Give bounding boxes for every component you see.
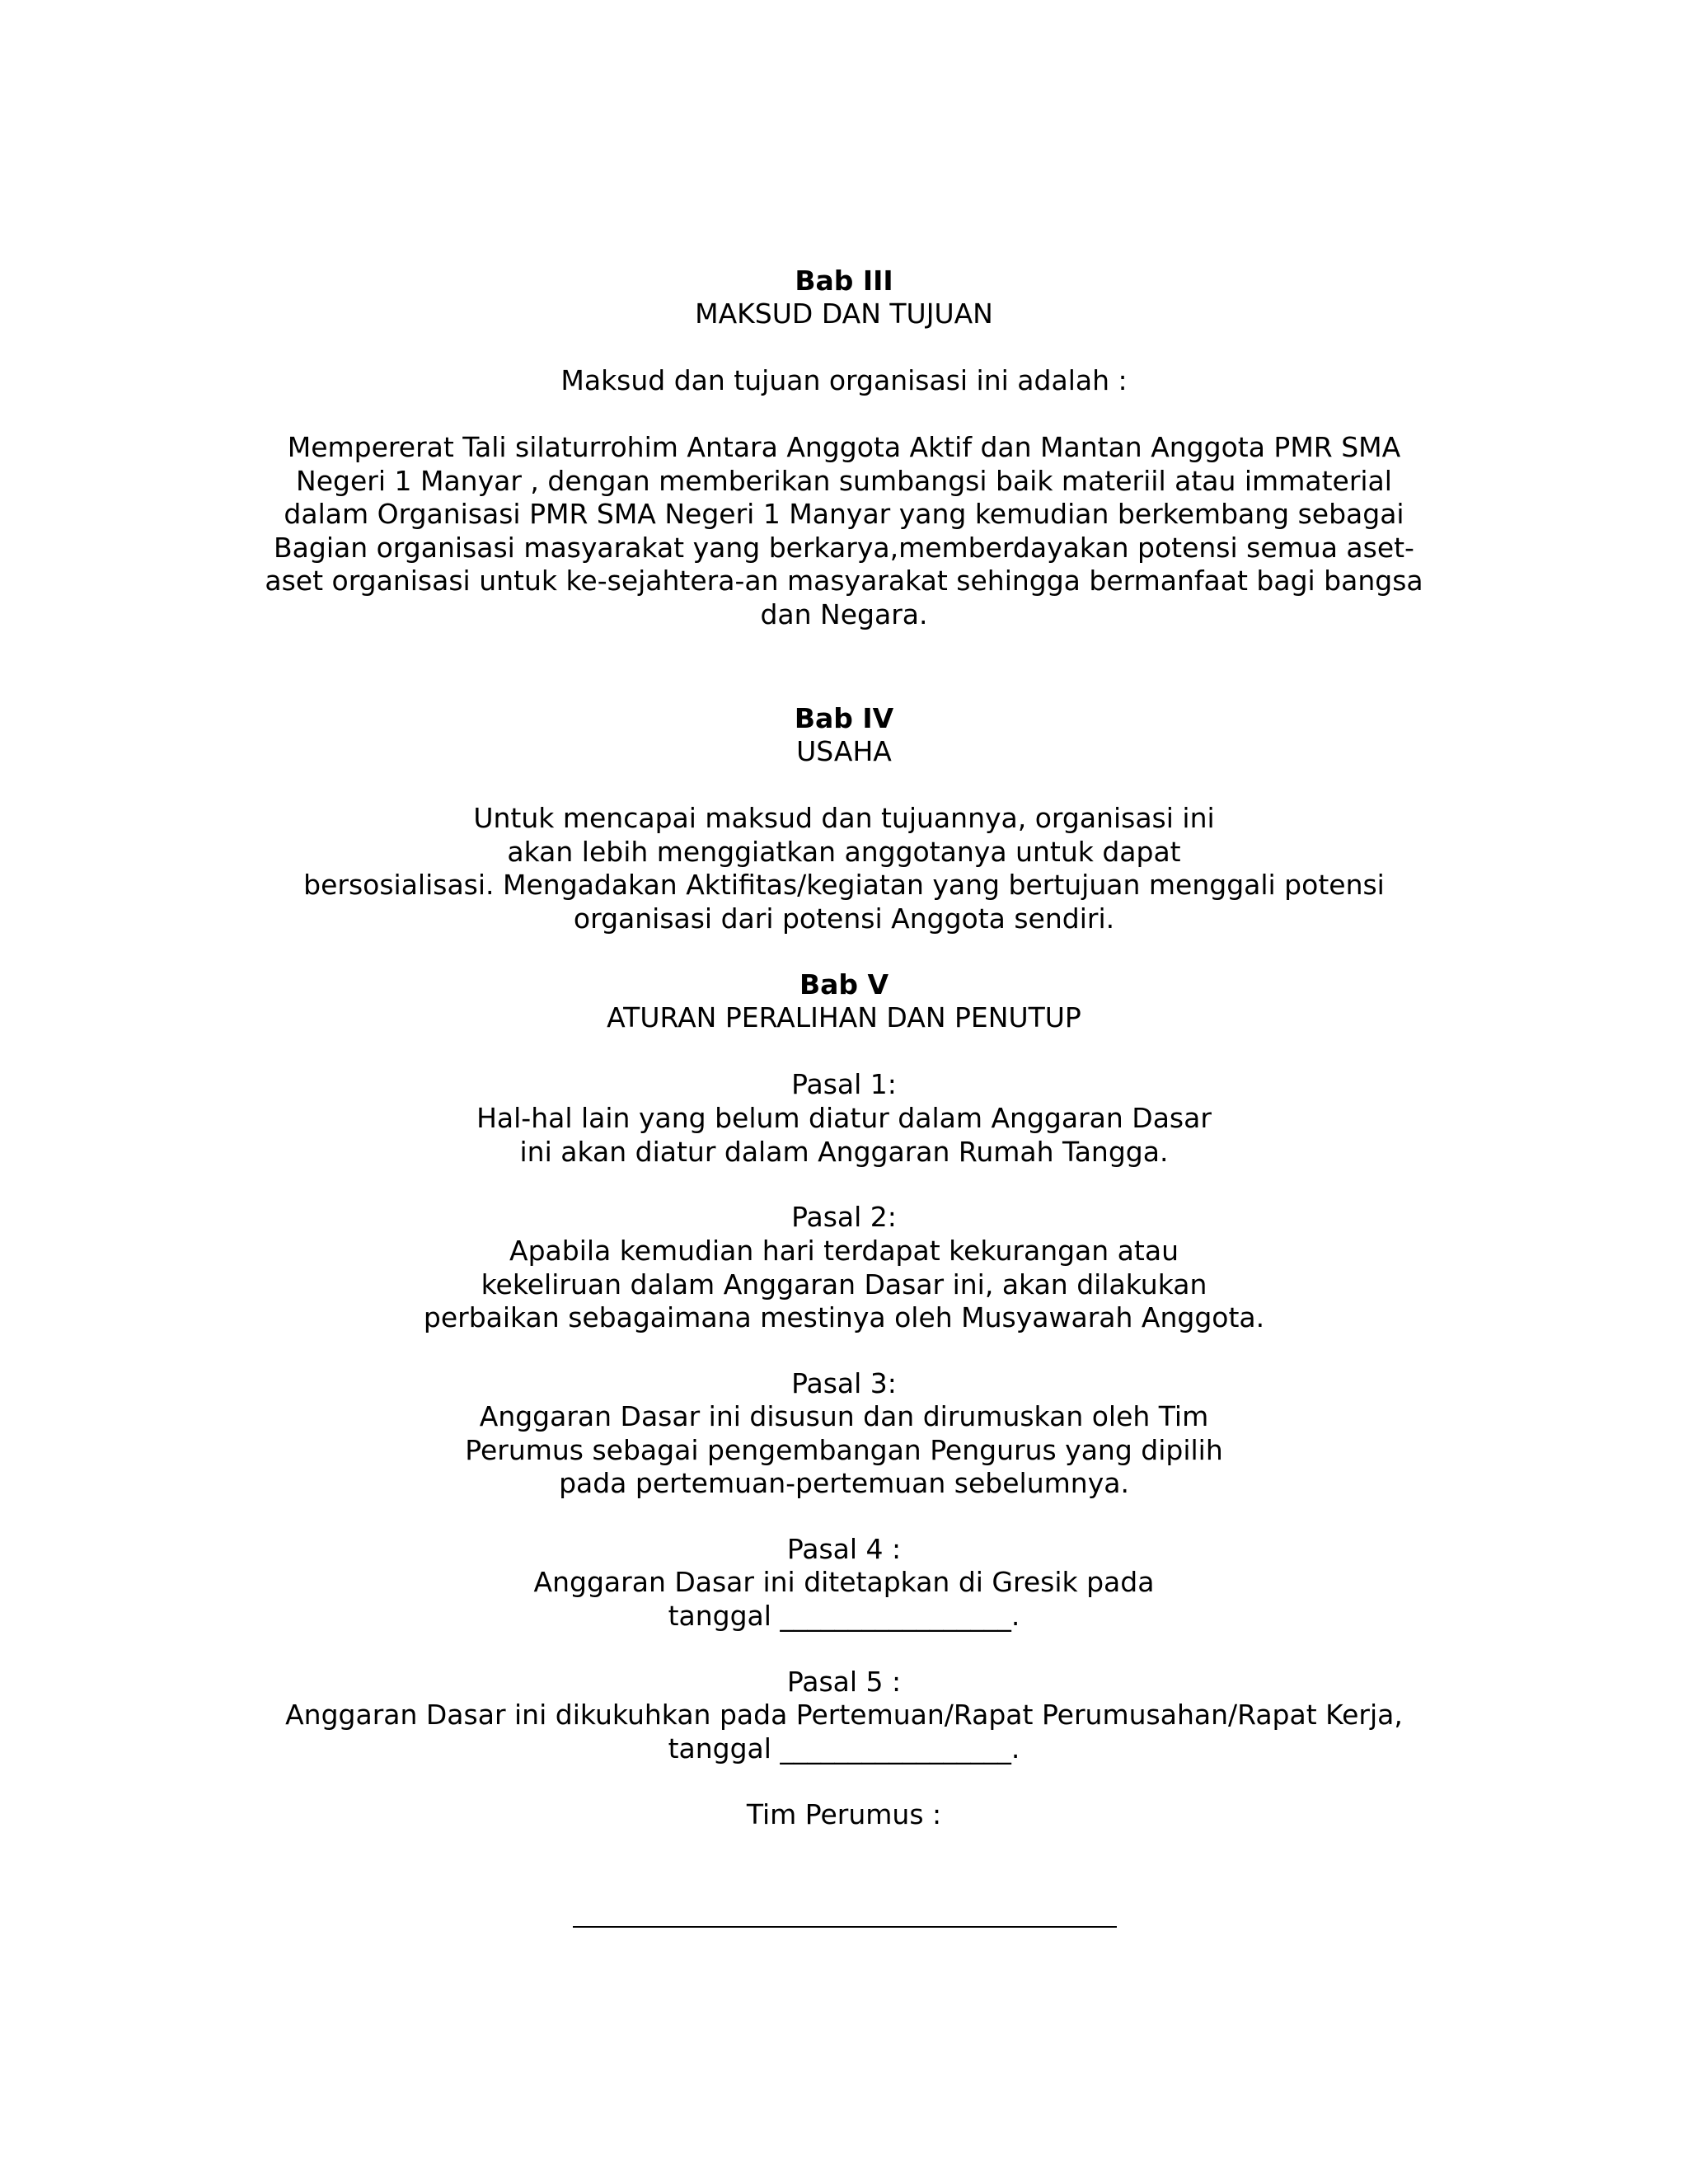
bab4-title: USAHA xyxy=(796,735,892,767)
bab3-body: Mempererat Tali silaturrohim Antara Anggota Aktif dan Mantan Anggota PMR SMA Negeri 1 Manyar , dengan memberikan sumbangsi baik materiil atau immaterial dalam Organisasi PMR SMA Negeri 1 Manyar yang kemudian berkembang sebagai Bagian organisasi masyarakat yang berkarya,memberdayakan potensi semua aset- aset organisasi untuk ke-sejahtera-an masyarakat sehingga bermanfaat bagi bangsa dan Negara. xyxy=(265,431,1423,630)
pasal2-text: Apabila kemudian hari terdapat kekurangan atau kekeliruan dalam Anggaran Dasar ini, akan dilakukan perbaikan sebagaimana mestinya oleh Musyawarah Anggota. xyxy=(423,1235,1265,1333)
bab4-body: Untuk mencapai maksud dan tujuannya, organisasi ini akan lebih menggiatkan anggotanya untuk dapat bersosialisasi. Mengadakan Aktifitas/kegiatan yang bertujuan menggali potensi organisasi dari potensi Anggota sendiri. xyxy=(303,802,1385,935)
bab3-intro: Maksud dan tujuan organisasi ini adalah : xyxy=(560,364,1128,396)
pasal4-label: Pasal 4 : xyxy=(786,1533,902,1565)
pasal2-label: Pasal 2: xyxy=(791,1201,897,1233)
pasal4-text: Anggaran Dasar ini ditetapkan di Gresik pada tanggal _________________. xyxy=(533,1566,1155,1632)
bab5-heading: Bab V xyxy=(799,968,889,1001)
pasal1-text: Hal-hal lain yang belum diatur dalam Anggaran Dasar ini akan diatur dalam Anggaran Rumah Tangga. xyxy=(476,1102,1212,1168)
pasal1-label: Pasal 1: xyxy=(791,1068,897,1100)
bab3-title: MAKSUD DAN TUJUAN xyxy=(695,298,993,330)
pasal5-label: Pasal 5 : xyxy=(786,1666,902,1698)
pasal3-text: Anggaran Dasar ini disusun dan dirumuskan oleh Tim Perumus sebagai pengembangan Pengurus yang dipilih pada pertemuan-pertemuan sebelumnya. xyxy=(465,1400,1223,1499)
bab3-heading: Bab III xyxy=(795,265,893,297)
pasal5-text: Anggaran Dasar ini dikukuhkan pada Pertemuan/Rapat Perumusahan/Rapat Kerja, tanggal _________________. xyxy=(285,1699,1403,1765)
pasal3-label: Pasal 3: xyxy=(791,1367,897,1399)
bab5-title: ATURAN PERALIHAN DAN PENUTUP xyxy=(607,1001,1081,1033)
signatory-label: Tim Perumus : xyxy=(746,1798,942,1830)
bab4-heading: Bab IV xyxy=(794,702,894,734)
signature-line xyxy=(573,1926,1117,1928)
